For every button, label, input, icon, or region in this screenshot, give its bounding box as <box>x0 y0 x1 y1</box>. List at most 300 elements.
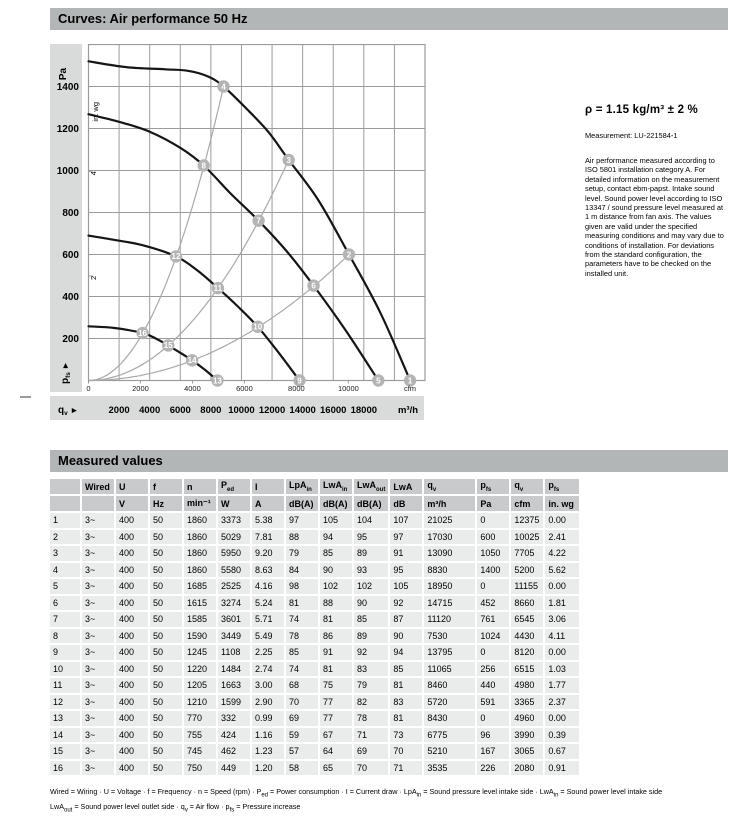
table-cell: 9.20 <box>252 546 284 561</box>
table-cell: 1590 <box>184 629 216 644</box>
table-cell: 3~ <box>82 530 114 545</box>
table-row <box>50 629 579 644</box>
table-cell: 50 <box>150 695 182 710</box>
table-cell: 0 <box>477 711 509 726</box>
operating-point-number: 11 <box>213 283 223 293</box>
column-header: f <box>150 479 182 494</box>
table-cell: 167 <box>477 744 509 759</box>
table-cell: 84 <box>286 563 318 578</box>
table-cell: 7.81 <box>252 530 284 545</box>
unit-header: dB(A) <box>354 496 388 511</box>
air-performance-curve-chart <box>50 44 458 420</box>
table-cell: 745 <box>184 744 216 759</box>
table-cell: 6545 <box>511 612 543 627</box>
row-number-cell: 1 <box>50 513 80 528</box>
x-tick-label-m3h: 18000 <box>350 405 378 416</box>
table-cell: 96 <box>477 728 509 743</box>
table-cell: 400 <box>116 596 148 611</box>
x-axis-cfm-labels <box>86 381 416 394</box>
table-cell: 107 <box>390 513 422 528</box>
table-cell: 98 <box>286 579 318 594</box>
column-header: Wired <box>82 479 114 494</box>
table-cell: 81 <box>320 662 352 677</box>
table-cell: 256 <box>477 662 509 677</box>
operating-point-number: 14 <box>187 356 197 366</box>
table-cell: 12375 <box>511 513 543 528</box>
table-cell: 81 <box>390 678 422 693</box>
operating-point-number: 13 <box>212 376 222 386</box>
table-row <box>50 662 579 677</box>
table-cell: 6775 <box>424 728 475 743</box>
unit-header: m³/h <box>424 496 475 511</box>
table-cell: 400 <box>116 612 148 627</box>
y-tick-label: 1400 <box>56 82 79 93</box>
table-cell: 69 <box>286 711 318 726</box>
x-tick-label-m3h: 4000 <box>139 405 161 416</box>
table-row <box>50 645 579 660</box>
table-cell: 50 <box>150 761 182 776</box>
table-cell: 57 <box>286 744 318 759</box>
row-number-cell: 2 <box>50 530 80 545</box>
column-header: LwA$_{out}$ <box>354 479 388 494</box>
table-cell: 4.16 <box>252 579 284 594</box>
table-cell: 4980 <box>511 678 543 693</box>
x-tick-label-m3h: 6000 <box>169 405 191 416</box>
table-cell: 65 <box>320 761 352 776</box>
table-cell: 95 <box>390 563 422 578</box>
table-cell: 74 <box>286 612 318 627</box>
table-cell: 50 <box>150 678 182 693</box>
table-cell: 1663 <box>218 678 250 693</box>
table-cell: 5.24 <box>252 596 284 611</box>
table-cell: 400 <box>116 513 148 528</box>
table-cell: 50 <box>150 612 182 627</box>
column-header: $q_v$ <box>424 479 475 494</box>
operating-point-marker <box>170 250 182 262</box>
operating-point-number: 16 <box>138 328 148 338</box>
table-cell: 400 <box>116 530 148 545</box>
table-cell: 1220 <box>184 662 216 677</box>
footnote-line-1: Wired = Wiring · U = Voltage · f = Frequency · n = Speed $(rpm) \cdot P_{ed}$ = Power consumption · I = Current draw · LpA$_{in}$ = Sound pressure level intake side · LwA$_{in}$ = Sound power level intake side <box>50 787 663 799</box>
table-cell: 50 <box>150 563 182 578</box>
table-cell: 0 <box>477 513 509 528</box>
table-cell: 3990 <box>511 728 543 743</box>
table-cell: 1.23 <box>252 744 284 759</box>
table-cell: 94 <box>390 645 422 660</box>
unit-header <box>82 496 114 511</box>
row-number-cell: 11 <box>50 678 80 693</box>
column-header: LwA <box>390 479 422 494</box>
table-cell: 50 <box>150 744 182 759</box>
row-number-cell: 10 <box>50 662 80 677</box>
table-cell: 82 <box>354 695 388 710</box>
row-number-cell: 16 <box>50 761 80 776</box>
table-row <box>50 761 579 776</box>
unit-header: dB <box>390 496 422 511</box>
operating-point-number: 7 <box>256 216 261 226</box>
table-cell: 7705 <box>511 546 543 561</box>
table-cell: 400 <box>116 662 148 677</box>
table-cell: 78 <box>354 711 388 726</box>
table-cell: 93 <box>354 563 388 578</box>
table-cell: 102 <box>354 579 388 594</box>
table-cell: 50 <box>150 546 182 561</box>
table-cell: 5950 <box>218 546 250 561</box>
table-cell: 750 <box>184 761 216 776</box>
table-cell: 74 <box>286 662 318 677</box>
table-cell: 11065 <box>424 662 475 677</box>
table-cell: 85 <box>354 612 388 627</box>
air-density-value: ρ = 1.15 kg/m³ ± 2 % <box>585 104 698 116</box>
table-cell: 5.49 <box>252 629 284 644</box>
operating-point-marker <box>307 279 319 291</box>
measured-values-section-header: Measured values <box>50 450 728 472</box>
measured-values-table <box>48 477 581 777</box>
unit-header: cfm <box>511 496 543 511</box>
operating-point-number: 5 <box>376 376 381 386</box>
operating-point-number: 1 <box>407 376 413 386</box>
page-margin-mark <box>20 396 31 398</box>
table-cell: 8430 <box>424 711 475 726</box>
table-cell: 50 <box>150 711 182 726</box>
table-cell: 0.67 <box>545 744 579 759</box>
table-cell: 64 <box>320 744 352 759</box>
table-cell: 3365 <box>511 695 543 710</box>
column-header: $p_{fs}$ <box>545 479 579 494</box>
y-tick-label: 400 <box>62 292 79 303</box>
table-cell: 73 <box>390 728 422 743</box>
table-cell: 400 <box>116 546 148 561</box>
unit-header: Pa <box>477 496 509 511</box>
table-cell: 81 <box>286 596 318 611</box>
measurement-id: Measurement: LU-221584-1 <box>585 131 678 140</box>
table-cell: 90 <box>390 629 422 644</box>
table-cell: 90 <box>320 563 352 578</box>
x-tick-label-cfm: 4000 <box>184 384 201 393</box>
table-cell: 50 <box>150 662 182 677</box>
table-cell: 3~ <box>82 744 114 759</box>
table-cell: 91 <box>390 546 422 561</box>
table-cell: 68 <box>286 678 318 693</box>
measurement-conditions-text: Air performance measured according to ISO 5801 installation category A. For detailed information on the measurement setup, contact ebm-papst. Intake sound level. Sound power level according to ISO 13347 / sound pressure level measured at 1 m distance from fan axis. The values given are valid under the specified measuring conditions and may vary due to conditions of installation. For deviations from the standard configuration, the parameters have to be checked on the installed unit. <box>585 156 724 278</box>
row-number-cell: 12 <box>50 695 80 710</box>
table-cell: 3.00 <box>252 678 284 693</box>
table-cell: 1205 <box>184 678 216 693</box>
table-cell: 75 <box>320 678 352 693</box>
table-cell: 400 <box>116 728 148 743</box>
system-curve <box>89 160 289 381</box>
operating-point-number: 8 <box>201 161 206 171</box>
table-cell: 1585 <box>184 612 216 627</box>
table-row <box>50 596 579 611</box>
table-cell: 59 <box>286 728 318 743</box>
table-cell: 449 <box>218 761 250 776</box>
table-cell: 1024 <box>477 629 509 644</box>
table-cell: 58 <box>286 761 318 776</box>
table-cell: 1.81 <box>545 596 579 611</box>
table-cell: 90 <box>354 596 388 611</box>
table-cell: 94 <box>320 530 352 545</box>
table-cell: 1615 <box>184 596 216 611</box>
table-cell: 2.25 <box>252 645 284 660</box>
table-cell: 50 <box>150 728 182 743</box>
table-cell: 13090 <box>424 546 475 561</box>
table-cell: 11155 <box>511 579 543 594</box>
table-cell: 761 <box>477 612 509 627</box>
table-cell: 1484 <box>218 662 250 677</box>
system-curve-group <box>89 87 350 381</box>
table-cell: 3065 <box>511 744 543 759</box>
operating-point-marker <box>186 354 198 366</box>
column-header: I <box>252 479 284 494</box>
table-cell: 11120 <box>424 612 475 627</box>
table-cell: 462 <box>218 744 250 759</box>
table-cell: 50 <box>150 596 182 611</box>
table-cell: 87 <box>390 612 422 627</box>
unit-header: A <box>252 496 284 511</box>
column-header: $P_{ed}$ <box>218 479 250 494</box>
table-cell: 104 <box>354 513 388 528</box>
table-cell: 88 <box>286 530 318 545</box>
table-cell: 81 <box>320 612 352 627</box>
unit-header: W <box>218 496 250 511</box>
table-cell: 50 <box>150 530 182 545</box>
table-cell: 83 <box>390 695 422 710</box>
operating-point-marker <box>136 327 148 339</box>
table-cell: 18950 <box>424 579 475 594</box>
table-cell: 1.03 <box>545 662 579 677</box>
table-cell: 3~ <box>82 711 114 726</box>
operating-point-marker <box>283 154 295 166</box>
row-number-cell: 14 <box>50 728 80 743</box>
table-cell: 5.62 <box>545 563 579 578</box>
x-axis-m3h-labels <box>58 405 418 417</box>
table-cell: 400 <box>116 678 148 693</box>
table-cell: 7530 <box>424 629 475 644</box>
table-cell: 1.20 <box>252 761 284 776</box>
table-cell: 3~ <box>82 513 114 528</box>
table-cell: 5720 <box>424 695 475 710</box>
table-cell: 79 <box>354 678 388 693</box>
table-cell: 0.39 <box>545 728 579 743</box>
operating-point-marker <box>197 159 209 171</box>
unit-header: dB(A) <box>320 496 352 511</box>
table-cell: 1.77 <box>545 678 579 693</box>
table-cell: 2.41 <box>545 530 579 545</box>
table-cell: 50 <box>150 579 182 594</box>
row-number-cell: 6 <box>50 596 80 611</box>
table-cell: 70 <box>286 695 318 710</box>
table-cell: 8830 <box>424 563 475 578</box>
y-tick-label: 800 <box>62 208 79 219</box>
table-cell: 97 <box>390 530 422 545</box>
table-cell: 400 <box>116 579 148 594</box>
y-axis-unit-pa: Pa <box>58 67 69 81</box>
x-tick-label-m3h: 16000 <box>320 405 347 416</box>
table-footnotes <box>50 786 662 816</box>
table-cell: 400 <box>116 695 148 710</box>
x-tick-label-cfm: 2000 <box>132 384 149 393</box>
x-tick-label-m3h: 2000 <box>108 405 130 416</box>
operating-point-number: 12 <box>171 252 181 262</box>
column-header: U <box>116 479 148 494</box>
table-cell: 770 <box>184 711 216 726</box>
y-axis-quantity-pfs: $p_{fs}$ ► <box>60 361 72 384</box>
table-cell: 3.06 <box>545 612 579 627</box>
table-cell: 332 <box>218 711 250 726</box>
x-tick-label-cfm: 10000 <box>337 384 359 393</box>
operating-point-marker <box>212 282 224 294</box>
table-cell: 21025 <box>424 513 475 528</box>
table-cell: 1599 <box>218 695 250 710</box>
operating-point-number: 10 <box>253 322 263 332</box>
table-cell: 8660 <box>511 596 543 611</box>
table-cell: 226 <box>477 761 509 776</box>
x-tick-label-cfm: 6000 <box>236 384 253 393</box>
x-tick-label-m3h: 10000 <box>228 405 255 416</box>
row-number-cell: 15 <box>50 744 80 759</box>
row-number-cell: 13 <box>50 711 80 726</box>
table-cell: 5210 <box>424 744 475 759</box>
table-cell: 71 <box>390 761 422 776</box>
column-header: n <box>184 479 216 494</box>
row-number-cell: 9 <box>50 645 80 660</box>
table-cell: 4960 <box>511 711 543 726</box>
table-cell: 4430 <box>511 629 543 644</box>
table-cell: 591 <box>477 695 509 710</box>
x-axis-unit-cfm: cfm <box>403 384 417 393</box>
table-cell: 70 <box>390 744 422 759</box>
air-performance-chart <box>50 44 458 420</box>
unit-header: V <box>116 496 148 511</box>
curves-section-header: Curves: Air performance 50 Hz <box>50 8 728 30</box>
table-cell: 1210 <box>184 695 216 710</box>
column-header: $q_v$ <box>511 479 543 494</box>
table-cell: 92 <box>354 645 388 660</box>
table-cell: 4.11 <box>545 629 579 644</box>
table-cell: 77 <box>320 711 352 726</box>
row-number-cell: 8 <box>50 629 80 644</box>
table-cell: 3274 <box>218 596 250 611</box>
table-cell: 0.00 <box>545 645 579 660</box>
row-number-cell: 4 <box>50 563 80 578</box>
table-cell: 85 <box>286 645 318 660</box>
table-cell: 400 <box>116 711 148 726</box>
table-cell: 69 <box>354 744 388 759</box>
column-header <box>50 479 80 494</box>
table-cell: 0 <box>477 579 509 594</box>
operating-point-number: 9 <box>297 376 302 386</box>
table-cell: 1108 <box>218 645 250 660</box>
table-cell: 95 <box>354 530 388 545</box>
table-cell: 50 <box>150 645 182 660</box>
operating-point-number: 15 <box>163 341 173 351</box>
operating-point-marker <box>162 339 174 351</box>
table-cell: 50 <box>150 629 182 644</box>
table-cell: 97 <box>286 513 318 528</box>
y-tick-label: 1000 <box>56 166 79 177</box>
table-row <box>50 563 579 578</box>
unit-header: dB(A) <box>286 496 318 511</box>
table-cell: 1400 <box>477 563 509 578</box>
table-row <box>50 546 579 561</box>
table-row <box>50 513 579 528</box>
table-cell: 2.90 <box>252 695 284 710</box>
x-tick-label-m3h: 12000 <box>258 405 286 416</box>
table-cell: 3~ <box>82 695 114 710</box>
table-cell: 2080 <box>511 761 543 776</box>
table-cell: 83 <box>354 662 388 677</box>
y-tick-label: 600 <box>62 250 79 261</box>
table-cell: 0.00 <box>545 579 579 594</box>
table-cell: 1860 <box>184 546 216 561</box>
table-cell: 1050 <box>477 546 509 561</box>
table-cell: 85 <box>390 662 422 677</box>
table-cell: 8460 <box>424 678 475 693</box>
table-row <box>50 612 579 627</box>
table-cell: 78 <box>286 629 318 644</box>
table-cell: 1860 <box>184 513 216 528</box>
table-cell: 5580 <box>218 563 250 578</box>
table-cell: 600 <box>477 530 509 545</box>
table-row <box>50 530 579 545</box>
table-cell: 3~ <box>82 645 114 660</box>
table-cell: 400 <box>116 761 148 776</box>
table-cell: 89 <box>354 629 388 644</box>
table-cell: 3~ <box>82 662 114 677</box>
table-cell: 3535 <box>424 761 475 776</box>
table-cell: 2.74 <box>252 662 284 677</box>
table-cell: 3~ <box>82 563 114 578</box>
table-cell: 8120 <box>511 645 543 660</box>
table-cell: 89 <box>354 546 388 561</box>
row-number-cell: 5 <box>50 579 80 594</box>
table-cell: 8.63 <box>252 563 284 578</box>
operating-point-number: 3 <box>286 155 291 165</box>
x-tick-label-m3h: 8000 <box>200 405 222 416</box>
table-cell: 3~ <box>82 546 114 561</box>
y-tick-label: 1200 <box>56 124 79 135</box>
table-cell: 1685 <box>184 579 216 594</box>
x-axis-quantity-qv: $q_v$ ► <box>58 405 79 417</box>
operating-point-number: 4 <box>221 82 226 92</box>
column-header: LpA$_{in}$ <box>286 479 318 494</box>
operating-point-marker <box>252 321 264 333</box>
y-axis-unit-inwg: in. wg <box>91 102 100 122</box>
table-cell: 3~ <box>82 761 114 776</box>
unit-header <box>50 496 80 511</box>
table-cell: 0.99 <box>252 711 284 726</box>
x-tick-label-cfm: 8000 <box>288 384 305 393</box>
unit-header: min⁻¹ <box>184 496 216 511</box>
table-cell: 13795 <box>424 645 475 660</box>
table-cell: 102 <box>320 579 352 594</box>
operating-point-markers <box>136 80 416 386</box>
table-cell: 400 <box>116 563 148 578</box>
table-cell: 452 <box>477 596 509 611</box>
x-axis-unit-m3h: m³/h <box>397 405 419 416</box>
operating-point-number: 2 <box>346 250 352 260</box>
operating-point-marker <box>211 374 223 386</box>
table-cell: 3373 <box>218 513 250 528</box>
table-cell: 1245 <box>184 645 216 660</box>
column-header: $p_{fs}$ <box>477 479 509 494</box>
table-cell: 91 <box>320 645 352 660</box>
table-cell: 0 <box>477 645 509 660</box>
unit-header: Hz <box>150 496 182 511</box>
table-cell: 86 <box>320 629 352 644</box>
table-cell: 1860 <box>184 530 216 545</box>
